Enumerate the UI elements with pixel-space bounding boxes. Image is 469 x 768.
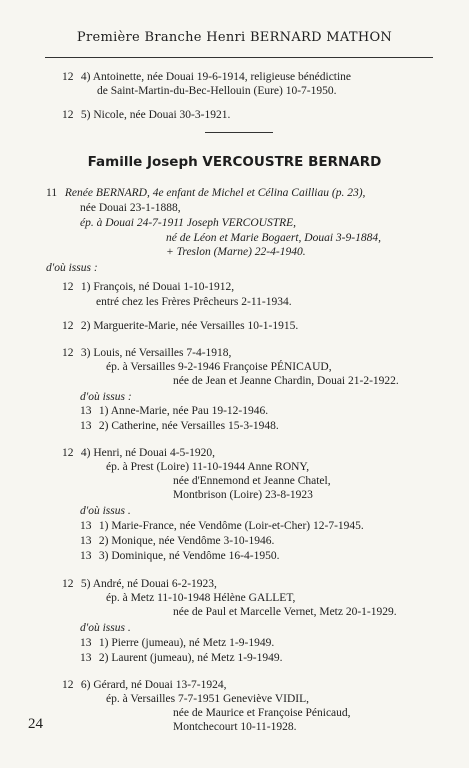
grandchild-3-2 — [80, 419, 279, 433]
grandchild-text: 3) Dominique, né Vendôme 16-4-1950. — [98, 550, 280, 562]
intro-rest: , 4e enfant de Michel et Célina Cailliau (p. 23), — [146, 187, 366, 199]
child-text: 4) Henri, né Douai 4-5-1920, — [80, 447, 216, 459]
child-4-marriage: ép. à Prest (Loire) 11-10-1944 Anne RONY, — [106, 461, 310, 473]
child-text: 2) Marguerite-Marie, née Versailles 10-1-1915. — [80, 320, 299, 332]
grandchild-3-1 — [80, 404, 268, 418]
grandchild-text: 2) Laurent (jumeau), né Metz 1-9-1949. — [98, 652, 283, 664]
grandchild-5-1 — [80, 636, 274, 650]
generation-number: 13 — [80, 550, 92, 562]
child-4-spouse: née d'Ennemond et Jeanne Chatel, — [173, 475, 331, 487]
issus-label: d'où issus : — [46, 262, 98, 274]
grandchild-text: 1) Pierre (jumeau), né Metz 1-9-1949. — [98, 637, 275, 649]
child-text: 6) Gérard, né Douai 13-7-1924, — [80, 679, 227, 691]
grandchild-text: 1) Anne-Marie, née Pau 19-12-1946. — [98, 405, 269, 417]
grandchild-text: 2) Monique, née Vendôme 3-10-1946. — [98, 535, 275, 547]
generation-number: 12 — [62, 109, 74, 121]
grandchild-4-1 — [80, 519, 364, 533]
generation-number: 12 — [62, 71, 74, 83]
generation-number: 13 — [80, 405, 92, 417]
generation-number: 11 — [46, 187, 58, 199]
header-rule — [45, 57, 433, 58]
intro-name: Renée BERNARD — [64, 187, 147, 199]
child-2 — [62, 319, 298, 333]
child-6-spouse: née de Maurice et Françoise Pénicaud, — [173, 707, 351, 719]
generation-number: 13 — [80, 520, 92, 532]
child-4-spouse-birth: Montbrison (Loire) 23-8-1923 — [173, 489, 313, 501]
child-5 — [62, 577, 217, 591]
child-text: 1) François, né Douai 1-10-1912, — [80, 281, 235, 293]
child-5-issus: d'où issus . — [80, 622, 131, 634]
page-number: 24 — [28, 716, 43, 732]
child-text: 3) Louis, né Versailles 7-4-1918, — [80, 347, 232, 359]
child-4-issus: d'où issus . — [80, 505, 131, 517]
entry-text: 4) Antoinette, née Douai 19-6-1914, religieuse bénédictine — [80, 71, 352, 83]
child-1 — [62, 280, 234, 294]
generation-number: 12 — [62, 347, 74, 359]
section-separator — [205, 132, 273, 133]
entry-antoinette — [62, 70, 351, 84]
grandchild-4-3 — [80, 549, 279, 563]
intro-line-4: né de Léon et Marie Bogaert, Douai 3-9-1884, — [166, 232, 381, 244]
child-text: 5) André, né Douai 6-2-1923, — [80, 578, 217, 590]
entry-text: 5) Nicole, née Douai 30-3-1921. — [80, 109, 231, 121]
entry-text: de Saint-Martin-du-Bec-Hellouin (Eure) 10-7-1950. — [97, 85, 337, 97]
grandchild-text: 1) Marie-France, née Vendôme (Loir-et-Cher) 12-7-1945. — [98, 520, 364, 532]
section-title: Famille Joseph VERCOUSTRE BERNARD — [87, 154, 382, 170]
running-header: Première Branche Henri BERNARD MATHON — [76, 30, 393, 45]
child-6-marriage: ép. à Versailles 7-7-1951 Geneviève VIDIL, — [106, 693, 309, 705]
entry-antoinette-cont — [97, 84, 337, 98]
child-1-cont: entré chez les Frères Prêcheurs 2-11-1934. — [96, 296, 292, 308]
entry-nicole — [62, 108, 230, 122]
generation-number: 12 — [62, 281, 74, 293]
generation-number: 12 — [62, 320, 74, 332]
child-3-issus: d'où issus : — [80, 391, 132, 403]
generation-number: 12 — [62, 578, 74, 590]
intro-line-1 — [46, 186, 365, 200]
intro-line-3: ép. à Douai 24-7-1911 Joseph VERCOUSTRE, — [80, 217, 297, 229]
intro-line-2: née Douai 23-1-1888, — [80, 202, 181, 214]
generation-number: 13 — [80, 535, 92, 547]
child-6 — [62, 678, 227, 692]
grandchild-5-2 — [80, 651, 283, 665]
child-3 — [62, 346, 231, 360]
grandchild-4-2 — [80, 534, 274, 548]
generation-number: 13 — [80, 420, 92, 432]
generation-number: 13 — [80, 652, 92, 664]
child-5-marriage: ép. à Metz 11-10-1948 Hélène GALLET, — [106, 592, 296, 604]
child-3-marriage: ép. à Versailles 9-2-1946 Françoise PÉNICAUD, — [106, 361, 332, 373]
child-5-spouse: née de Paul et Marcelle Vernet, Metz 20-1-1929. — [173, 606, 397, 618]
child-4 — [62, 446, 215, 460]
child-6-spouse-birth: Montchecourt 10-11-1928. — [173, 721, 297, 733]
intro-line-5: + Treslon (Marne) 22-4-1940. — [166, 246, 306, 258]
child-3-spouse: née de Jean et Jeanne Chardin, Douai 21-2-1922. — [173, 375, 399, 387]
generation-number: 12 — [62, 679, 74, 691]
generation-number: 12 — [62, 447, 74, 459]
grandchild-text: 2) Catherine, née Versailles 15-3-1948. — [98, 420, 279, 432]
generation-number: 13 — [80, 637, 92, 649]
